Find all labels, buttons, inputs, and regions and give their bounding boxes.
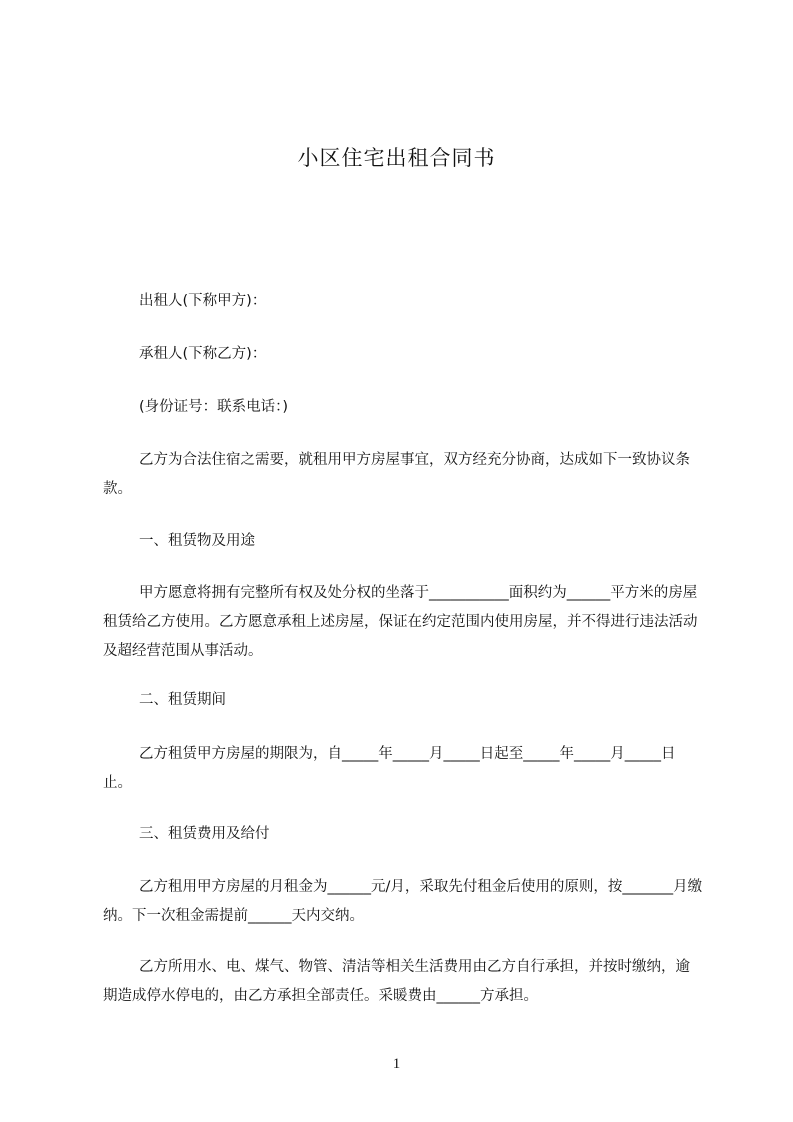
section2-heading: 二、租赁期间 (139, 692, 226, 708)
lessor-line: 出租人(下称甲方)： (139, 293, 267, 309)
section3-heading: 三、租赁费用及给付 (139, 826, 270, 842)
section2-body: 乙方租赁甲方房屋的期限为，自_____年_____月_____日起至_____年_____月_____日止。 (103, 746, 676, 791)
intro-paragraph: 乙方为合法住宿之需要，就租用甲方房屋事宜，双方经充分协商，达成如下一致协议条款。 (103, 452, 690, 497)
section3-body-utilities: 乙方所用水、电、煤气、物管、清洁等相关生活费用由乙方自行承担，并按时缴纳，逾期造成停水停电的，由乙方承担全部责任。采暖费由______方承担。 (103, 959, 690, 1004)
lessee-line: 承租人(下称乙方)： (139, 346, 267, 362)
section1-heading: 一、租赁物及用途 (139, 533, 255, 549)
id-phone-line: (身份证号：联系电话：) (139, 399, 289, 415)
page-number: 1 (392, 1056, 401, 1072)
section1-body: 甲方愿意将拥有完整所有权及处分权的坐落于___________面积约为______平方米的房屋租赁给乙方使用。乙方愿意承租上述房屋，保证在约定范围内使用房屋，并不得进行违法活动及超经营范围从事活动。 (103, 585, 698, 659)
document-title: 小区住宅出租合同书 (297, 146, 496, 170)
section3-body-rent: 乙方租用甲方房屋的月租金为______元/月，采取先付租金后使用的原则，按_______月缴纳。下一次租金需提前______天内交纳。 (103, 879, 703, 924)
